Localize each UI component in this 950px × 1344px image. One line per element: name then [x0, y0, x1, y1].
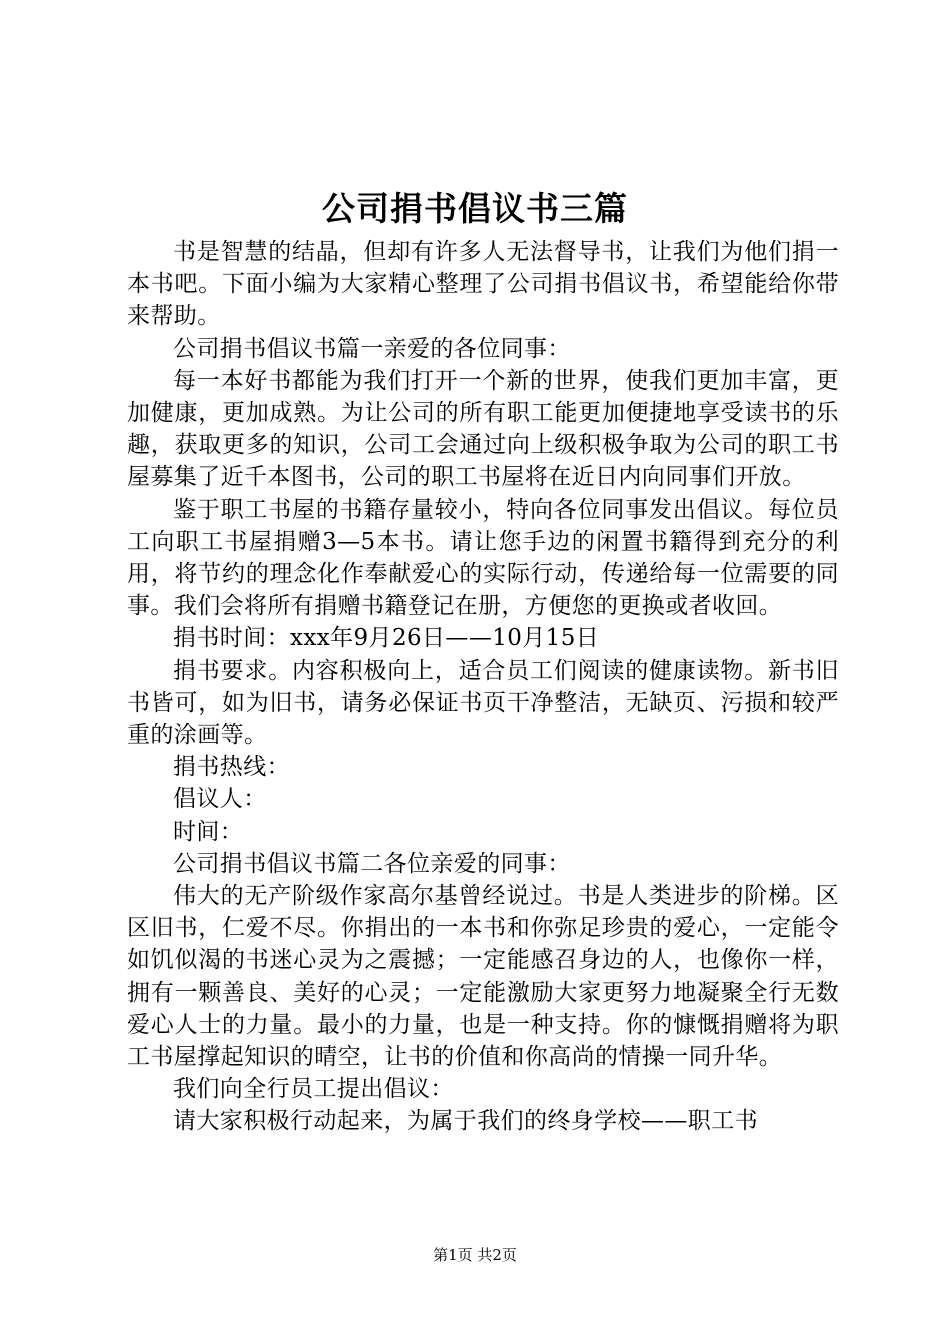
paragraph-intro: 书是智慧的结晶，但却有许多人无法督导书，让我们为他们捐一本书吧。下面小编为大家精心整理了公司捐书倡议书，希望能给你带来帮助。 — [127, 239, 839, 330]
paragraph-section-two-heading: 公司捐书倡议书篇二各位亲爱的同事： — [173, 850, 571, 877]
document-title: 公司捐书倡议书三篇 — [322, 189, 628, 228]
paragraph-date: 时间： — [173, 818, 244, 845]
paragraph-hotline: 捐书热线： — [173, 754, 290, 781]
paragraph-body: 每一本好书都能为我们打开一个新的世界，使我们更加丰富，更加健康，更加成熟。为让公司的所有职工能更加便捷地享受读书的乐趣，获取更多的知识，公司工会通过向上级积极争取为公司的职工书屋募集了近千本图书，公司的职工书屋将在近日内向同事们开放。 — [127, 367, 839, 491]
paragraph-body: 我们向全行员工提出倡议： — [173, 1076, 454, 1103]
paragraph-section-one-heading: 公司捐书倡议书篇一亲爱的各位同事： — [173, 335, 571, 362]
paragraph-body: 请大家积极行动起来，为属于我们的终身学校——职工书 — [173, 1108, 758, 1135]
paragraph-donation-time: 捐书时间：xxx年9月26日——10月15日 — [173, 625, 600, 652]
paragraph-body: 鉴于职工书屋的书籍存量较小，特向各位同事发出倡议。每位员工向职工书屋捐赠3—5本书。请让您手边的闲置书籍得到充分的利用，将节约的理念化作奉献爱心的实际行动，传递给每一位需要的同事。我们会将所有捐赠书籍登记在册，方便您的更换或者收回。 — [127, 496, 839, 620]
paragraph-body: 伟大的无产阶级作家高尔基曾经说过。书是人类进步的阶梯。区区旧书，仁爱不尽。你捐出的一本书和你弥足珍贵的爱心，一定能令如饥似渴的书迷心灵为之震撼；一定能感召身边的人，也像你一样，拥有一颗善良、美好的心灵；一定能激励大家更努力地凝聚全行无数爱心人士的力量。最小的力量，也是一种支持。你的慷慨捐赠将为职工书屋撑起知识的晴空，让书的价值和你高尚的情操一同升华。 — [127, 883, 839, 1071]
paragraph-donation-requirements: 捐书要求。内容积极向上，适合员工们阅读的健康读物。新书旧书皆可，如为旧书，请务必保证书页干净整洁，无缺页、污损和较严重的涂画等。 — [127, 657, 839, 749]
paragraph-initiator: 倡议人： — [173, 786, 267, 813]
document-body — [127, 236, 839, 1138]
page-footer: 第1页 共2页 — [433, 1246, 517, 1264]
